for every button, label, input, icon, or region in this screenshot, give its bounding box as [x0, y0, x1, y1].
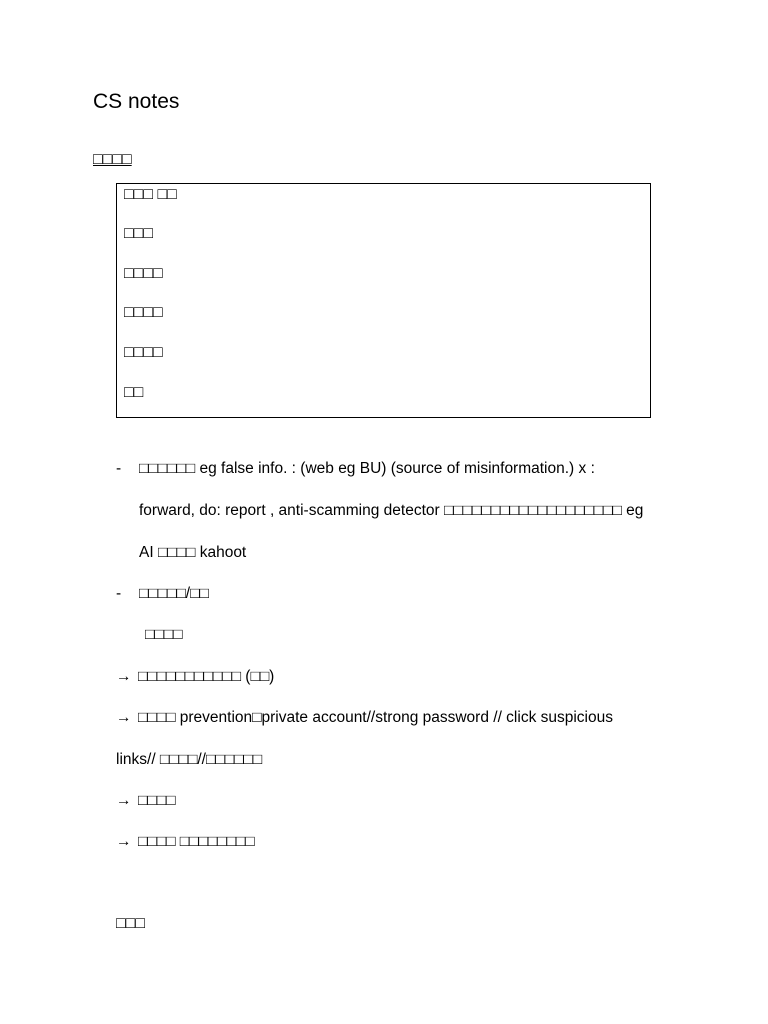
arrow-item [116, 707, 613, 729]
box-line: □□□□ [124, 344, 163, 361]
arrow-icon: → [116, 668, 132, 685]
bullet-marker: - [116, 585, 122, 602]
arrow-item [116, 831, 255, 853]
document-title: CS notes [93, 90, 180, 113]
arrow-item-text: □□□□ prevention□private account//strong password // click suspicious [138, 709, 613, 726]
bullet-2-line-2: □□□□ [145, 626, 183, 643]
arrow-item-text: □□□□□□□□□□□ (□□) [138, 668, 275, 685]
bullet-2-line-1: □□□□□/□□ [139, 585, 209, 602]
box-line: □□□ [124, 225, 153, 242]
section-heading: □□□□ [93, 151, 132, 168]
box-line: □□□□ [124, 304, 163, 321]
bullet-1-line-2: forward, do: report , anti-scamming detector □□□□□□□□□□□□□□□□□□□ eg [139, 502, 644, 519]
arrow-item [116, 790, 175, 812]
arrow-item-continuation: links// □□□□//□□□□□□ [116, 751, 263, 768]
arrow-icon: → [116, 709, 132, 726]
footer-heading: □□□ [116, 915, 145, 932]
bullet-marker: - [116, 460, 122, 477]
box-line: □□□□ [124, 265, 163, 282]
arrow-item-text: □□□□ □□□□□□□□ [138, 833, 255, 850]
arrow-item [116, 666, 274, 688]
box-line: □□□ □□ [124, 186, 177, 203]
bullet-1-line-3: AI □□□□ kahoot [139, 544, 247, 561]
bordered-text-box [116, 183, 651, 418]
bullet-1-line-1: □□□□□□ eg false info. : (web eg BU) (source of misinformation.) x : [139, 460, 595, 477]
arrow-item-text: □□□□ [138, 792, 176, 809]
arrow-icon: → [116, 792, 132, 809]
box-line: □□ [124, 384, 144, 401]
arrow-icon: → [116, 833, 132, 850]
